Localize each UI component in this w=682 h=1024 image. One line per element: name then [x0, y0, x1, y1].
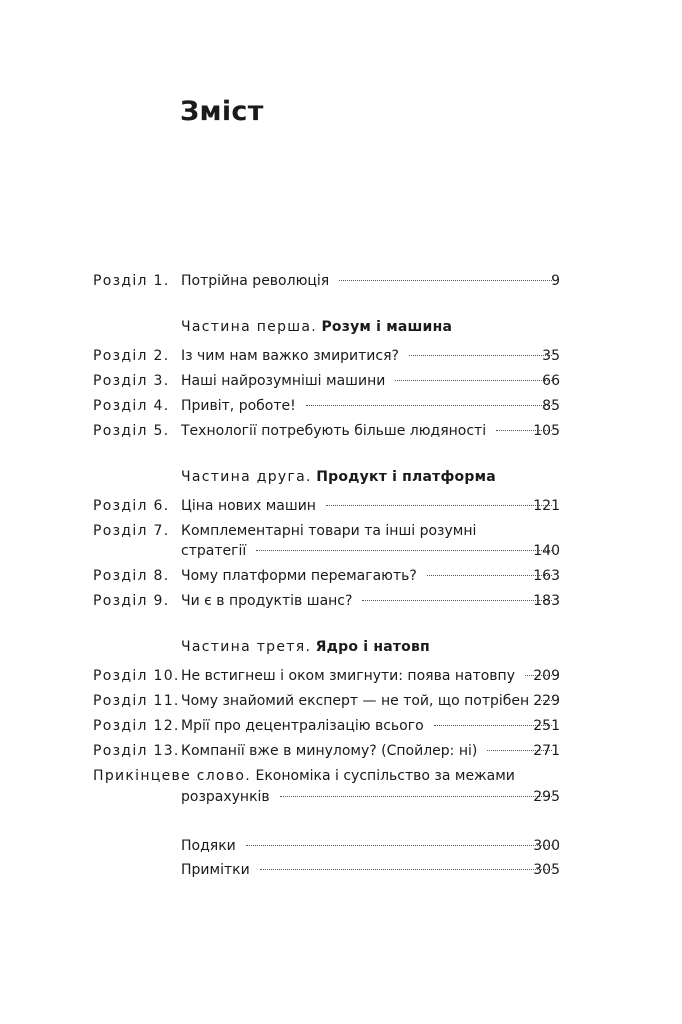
page-number: 9 — [551, 273, 560, 289]
epilogue-title-line1: Економіка і суспільство за межами — [255, 768, 515, 784]
toc-entry[interactable] — [0, 690, 682, 712]
page-number: 229 — [533, 693, 560, 709]
chapter-number: Розділ 8. — [93, 568, 170, 584]
toc-entry-continued[interactable] — [0, 786, 682, 808]
chapter-title: Наші найрозумніші машини — [181, 373, 386, 389]
toc-entry[interactable] — [0, 420, 682, 442]
epilogue-label: Прикінцеве слово. — [93, 768, 252, 784]
dot-leader — [260, 868, 552, 870]
part-heading: Частина друга. Продукт і платформа — [181, 469, 496, 485]
page-number: 66 — [542, 373, 560, 389]
dot-leader — [306, 404, 552, 406]
toc-entry-continued[interactable] — [0, 540, 682, 562]
chapter-number: Розділ 2. — [93, 348, 170, 364]
page-title: Зміст — [180, 96, 264, 127]
page-number: 251 — [533, 718, 560, 734]
dot-leader — [409, 354, 552, 356]
chapter-title: Потрійна революція — [181, 273, 330, 289]
chapter-title: розрахунків — [181, 789, 270, 805]
chapter-number: Розділ 11. — [93, 693, 180, 709]
page-number: 35 — [542, 348, 560, 364]
back-title: Примітки — [181, 862, 250, 878]
dot-leader — [395, 379, 552, 381]
chapter-title: Не встигнеш і оком змигнути: поява натовпу — [181, 668, 515, 684]
toc-entry[interactable] — [0, 520, 682, 542]
toc-entry[interactable] — [0, 345, 682, 367]
dot-leader — [339, 279, 552, 281]
page-number: 85 — [542, 398, 560, 414]
dot-leader — [280, 795, 552, 797]
page-number: 140 — [533, 543, 560, 559]
chapter-number: Розділ 1. — [93, 273, 170, 289]
toc-entry[interactable] — [0, 270, 682, 292]
toc-entry-acknowledgements[interactable] — [0, 835, 682, 857]
chapter-number: Розділ 13. — [93, 743, 180, 759]
chapter-title: Компанії вже в минулому? (Спойлер: ні) — [181, 743, 478, 759]
chapter-number: Розділ 10. — [93, 668, 180, 684]
chapter-number: Розділ 6. — [93, 498, 170, 514]
page-number: 271 — [533, 743, 560, 759]
chapter-title: Чому знайомий експерт — не той, що потрібен — [181, 693, 530, 709]
toc-entry[interactable] — [0, 740, 682, 762]
chapter-title: Мрії про децентралізацію всього — [181, 718, 424, 734]
chapter-number: Розділ 12. — [93, 718, 180, 734]
chapter-title: Привіт, роботе! — [181, 398, 296, 414]
toc-entry[interactable] — [0, 590, 682, 612]
page-number: 209 — [533, 668, 560, 684]
chapter-number: Розділ 5. — [93, 423, 170, 439]
dot-leader — [246, 844, 552, 846]
dot-leader — [326, 504, 552, 506]
chapter-title: Технології потребують більше людяності — [181, 423, 487, 439]
page-number: 305 — [533, 862, 560, 878]
chapter-title: Ціна нових машин — [181, 498, 316, 514]
toc-entry-epilogue[interactable] — [0, 765, 682, 787]
chapter-title-line1: Комплементарні товари та інші розумні — [181, 523, 477, 539]
chapter-title: Із чим нам важко змиритися? — [181, 348, 399, 364]
part-heading: Частина перша. Розум і машина — [181, 319, 453, 335]
dot-leader — [256, 549, 552, 551]
chapter-number: Розділ 7. — [93, 523, 170, 539]
page-number: 300 — [533, 838, 560, 854]
page-number: 105 — [533, 423, 560, 439]
page-number: 183 — [533, 593, 560, 609]
toc-entry[interactable] — [0, 715, 682, 737]
dot-leader — [362, 599, 552, 601]
back-title: Подяки — [181, 838, 236, 854]
chapter-title: стратегії — [181, 543, 247, 559]
page-number: 295 — [533, 789, 560, 805]
page-number: 121 — [533, 498, 560, 514]
part-heading: Частина третя. Ядро і натовп — [181, 639, 430, 655]
chapter-number: Розділ 9. — [93, 593, 170, 609]
chapter-title: Чи є в продуктів шанс? — [181, 593, 353, 609]
toc-entry[interactable] — [0, 370, 682, 392]
chapter-number: Розділ 3. — [93, 373, 170, 389]
toc-entry-notes[interactable] — [0, 859, 682, 881]
toc-entry[interactable] — [0, 495, 682, 517]
toc-entry[interactable] — [0, 395, 682, 417]
toc-entry[interactable] — [0, 665, 682, 687]
page-number: 163 — [533, 568, 560, 584]
chapter-title: Чому платформи перемагають? — [181, 568, 417, 584]
chapter-number: Розділ 4. — [93, 398, 170, 414]
toc-entry[interactable] — [0, 565, 682, 587]
